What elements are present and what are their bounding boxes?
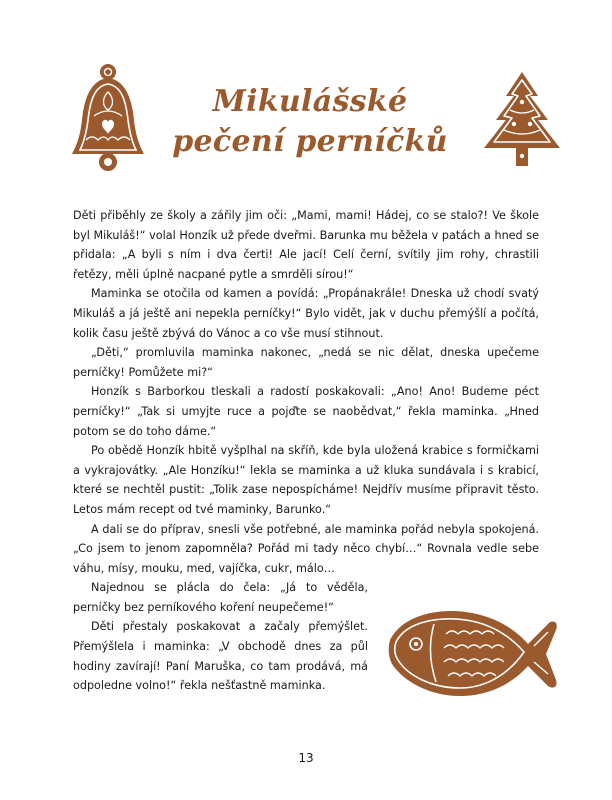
paragraph: Najednou se plácla do čela: „Já to věděla, perníčky bez perníkového koření neupečeme!“ xyxy=(73,581,368,614)
title-line-2: pečení perníčků xyxy=(172,124,448,159)
page-number: 13 xyxy=(298,751,314,765)
gingerbread-tree-icon xyxy=(480,70,564,170)
paragraph: „Děti,“ promluvila maminka nakonec, „nedá se nic dělat, dneska upečeme perníčky! Pomůžete mi?“ xyxy=(73,346,539,379)
paragraph: Děti přiběhly ze školy a zářily jim oči: „Mami, mami! Hádej, co se stalo?! Ve škole byl Mikuláš!“ volal Honzík už přede dveřmi. Barunka mu běžela v patách a hned se přidala: „A byli s ním i dva čerti! Ale jací! Celí černí, svítily jim rohy, chrastili řetězy, měli úplně nacpané pytle a smrděli sírou!“ xyxy=(73,209,539,281)
paragraph: Maminka se otočila od kamen a povídá: „Propánakrále! Dneska už chodí svatý Mikuláš a já ještě ani nepekla perníčky!“ Bylo vidět, jak v duchu přemýšlí a počítá, kolik času ještě zbývá do Vánoc a co vše musí stihnout. xyxy=(73,287,539,340)
paragraph: A dali se do příprav, snesli vše potřebné, ale maminka pořád nebyla spokojená. „Co jsem to jenom zapomněla? Pořád mi tady něco chybí…“ Rovnala vedle sebe váhu, mísy, mouku, med, vajíčka, cukr, málo… xyxy=(73,522,539,575)
paragraph: Po obědě Honzík hbitě vyšplhal na skříň, kde byla uložená krabice s formičkami a vykrajovátky. „Ale Honzíku!“ lekla se maminka a už kluka sundávala i s krabicí, které se nechtěl pustit: „Tolik zase nepospícháme! Nejdřív musíme připravit těsto. Letos mám recept od tvé maminky, Barunko.“ xyxy=(73,444,539,516)
page-title xyxy=(165,82,455,162)
gingerbread-bell-icon xyxy=(68,62,148,174)
paragraph: Děti přestaly poskakovat a začaly přemýšlet. Přemýšlela i maminka: „V obchodě dnes za půl hodiny zavírají! Paní Maruška, co tam prodává, má odpoledne volno!“ řekla nešťastně maminka. xyxy=(73,620,368,693)
gingerbread-fish-icon xyxy=(384,598,559,706)
paragraph: Honzík s Barborkou tleskali a radostí poskakovali: „Ano! Ano! Budeme péct perníčky!“ „Tak si umyjte ruce a pojďte se naobědvat,“ řekla maminka. „Hned potom se do toho dáme.“ xyxy=(73,385,539,438)
title-line-1: Mikulášské xyxy=(212,84,408,119)
